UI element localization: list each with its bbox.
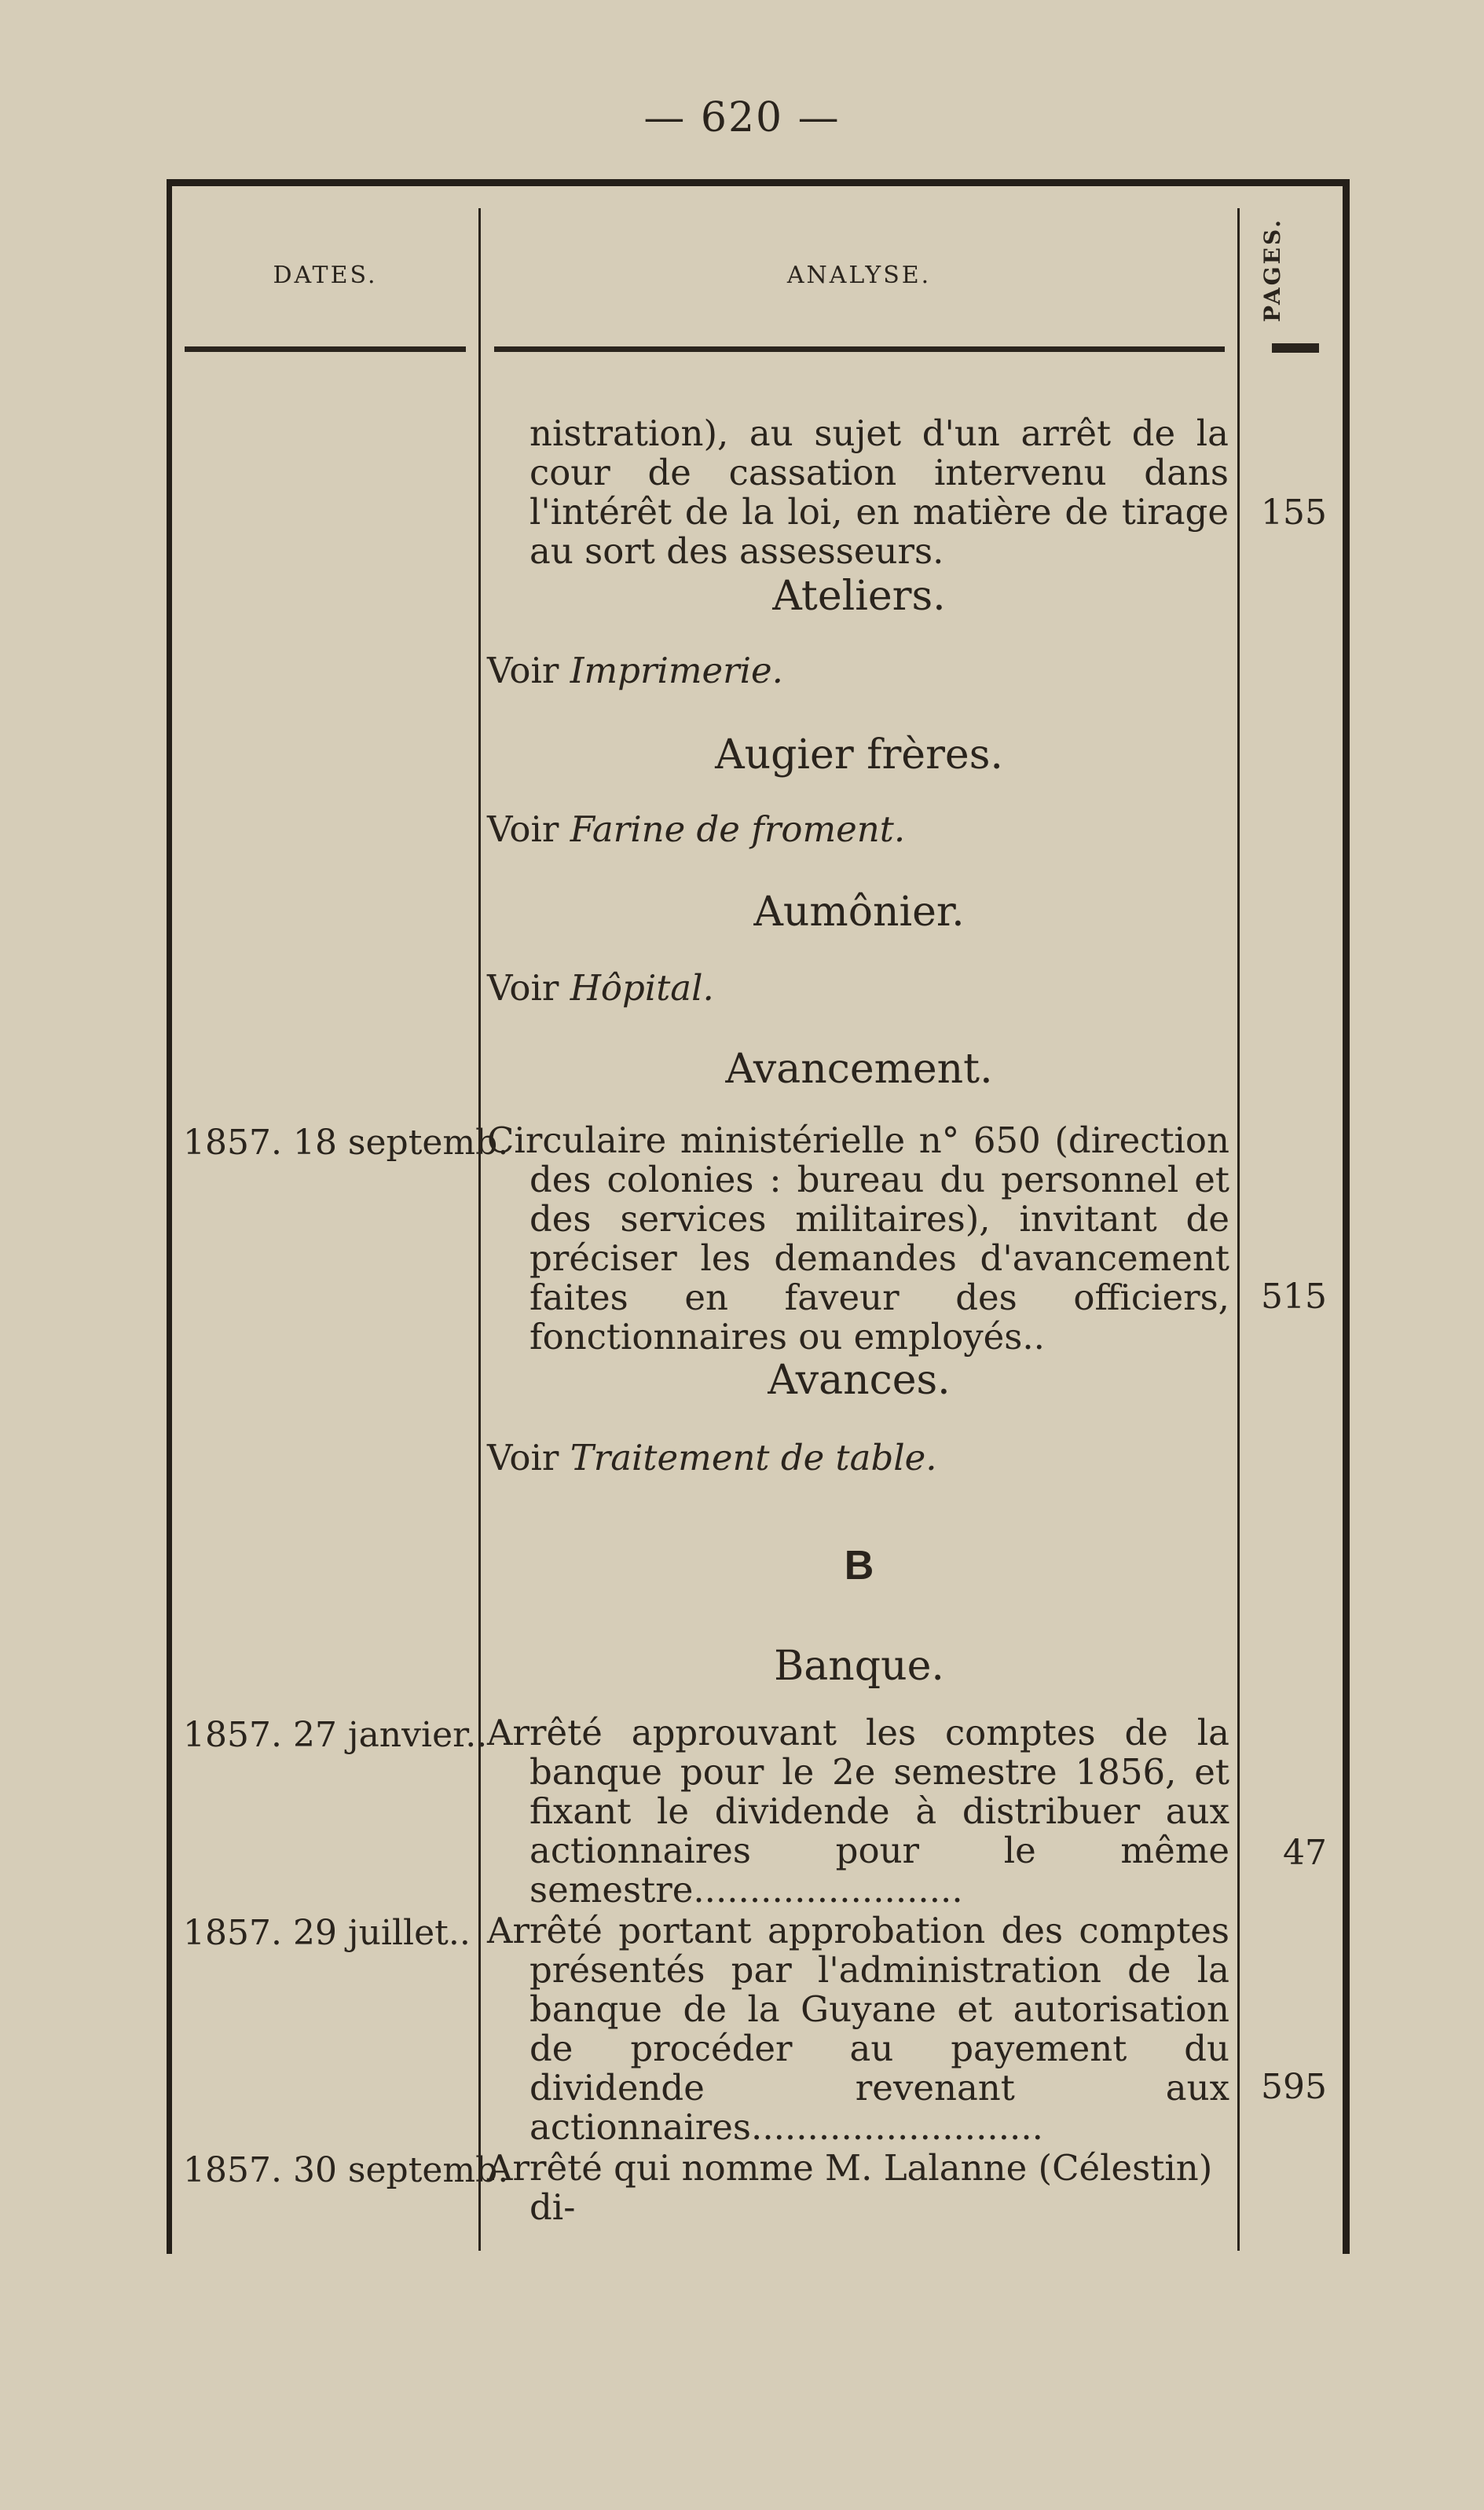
page-ref: 595 — [1261, 2067, 1327, 2107]
page-ref: 155 — [1261, 493, 1327, 533]
section-heading: Ateliers. — [772, 573, 946, 620]
see-also: Voir Farine de froment. — [487, 808, 906, 850]
section-heading: Avancement. — [725, 1046, 993, 1093]
header-rule-analyse — [494, 346, 1225, 352]
entry-date: 1857. 27 janvier.. — [183, 1715, 488, 1755]
continuation-text: nistration), au sujet d'un arrêt de la cour de cassation intervenu dans l'intérêt de la loi, en matière de tirage au sort des assesseurs. — [529, 412, 1229, 572]
see-also: Voir Imprimerie. — [487, 650, 783, 691]
section-heading: Augier frères. — [715, 731, 1003, 779]
index-table — [167, 179, 1350, 2254]
header-rule-dates — [185, 346, 466, 352]
page-ref: 47 — [1283, 1833, 1327, 1873]
header-dates: DATES. — [273, 262, 378, 289]
header-pages: PAGES. — [1259, 218, 1285, 322]
see-also: Voir Traitement de table. — [487, 1437, 937, 1479]
section-heading: Aumônier. — [753, 889, 965, 936]
section-letter: B — [844, 1543, 874, 1588]
section-heading: Avances. — [768, 1357, 951, 1404]
entry-date: 1857. 18 septemb. — [183, 1123, 509, 1163]
entry-text: Arrêté qui nomme M. Lalanne (Célestin) di- — [487, 2147, 1213, 2228]
header-rule-pages — [1272, 343, 1319, 353]
entry-date: 1857. 29 juillet.. — [183, 1913, 471, 1953]
page-number: — 620 — — [643, 94, 841, 141]
entry-date: 1857. 30 septemb. — [183, 2150, 509, 2190]
section-heading: Banque. — [774, 1643, 944, 1690]
header-analyse: ANALYSE. — [786, 262, 932, 289]
column-divider-dates — [478, 208, 481, 2251]
column-divider-pages — [1237, 208, 1240, 2251]
page-ref: 515 — [1261, 1277, 1327, 1317]
entry-text: Arrêté portant approbation des comptes présentés par l'administration de la banque de la Guyane et autorisation de procéder au payement du dividende revenant aux actionnaires.......................... — [487, 1910, 1229, 2148]
entry-text: Arrêté approuvant les comptes de la banque pour le 2e semestre 1856, et fixant le dividende à distribuer aux actionnaires pour le même semestre........................ — [487, 1712, 1229, 1911]
see-also: Voir Hôpital. — [487, 967, 714, 1009]
entry-text: Circulaire ministérielle n° 650 (direction des colonies : bureau du personnel et des services militaires), invitant de préciser les demandes d'avancement faites en faveur des officiers, fonctionnaires ou employés.. — [487, 1119, 1229, 1358]
